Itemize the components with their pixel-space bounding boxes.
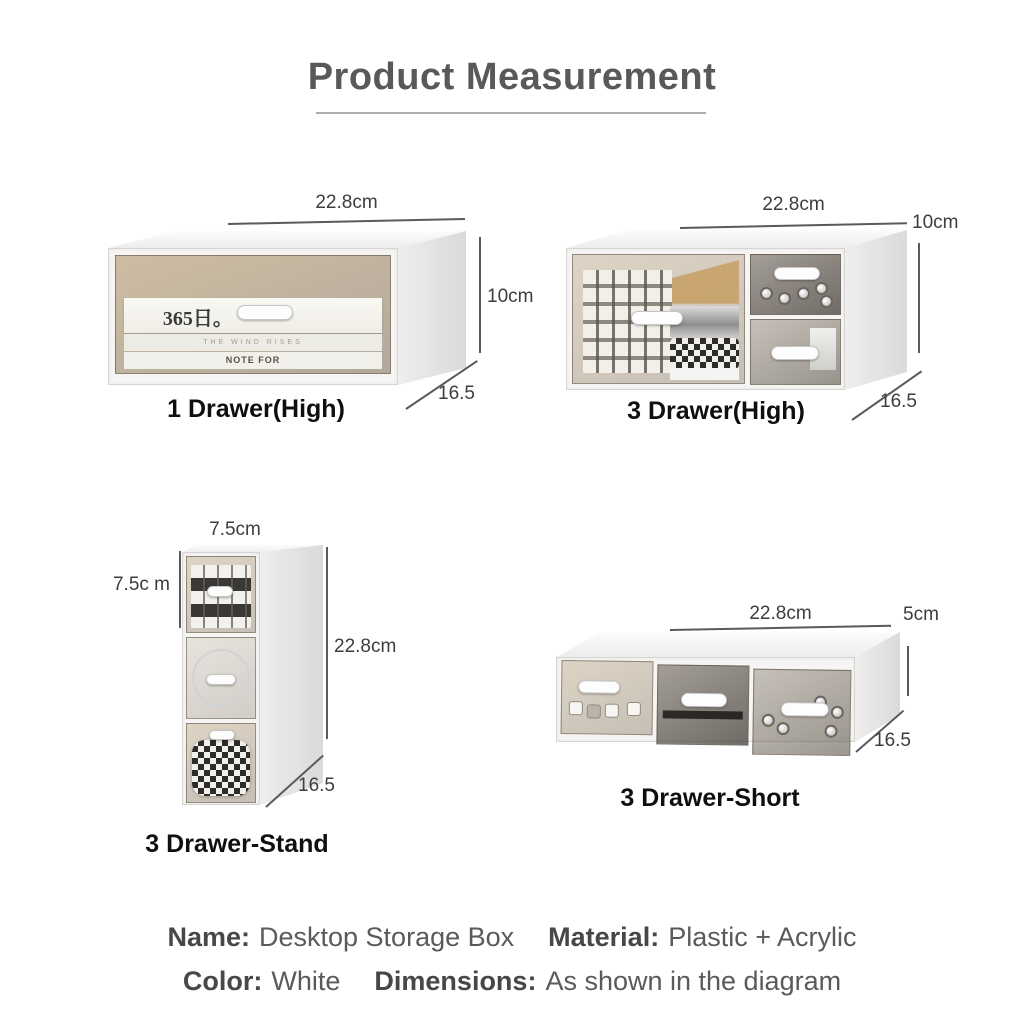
drawer-handle (781, 702, 829, 717)
book-mid-text: THE WIND RISES (203, 339, 303, 347)
drawer-handle (774, 267, 820, 280)
spec-color-value: White (271, 966, 341, 996)
checkered-roll (670, 338, 738, 369)
dim-height-label: 10cm (487, 286, 534, 307)
pen-cap (831, 706, 844, 719)
pen-cap (797, 287, 810, 300)
book-note-text: NOTE FOR (225, 354, 281, 365)
drawer-handle (631, 311, 683, 325)
drawer-handle (206, 674, 236, 685)
box-front-face (108, 248, 398, 385)
white-tray (670, 368, 738, 381)
stamp (627, 701, 641, 715)
large-drawer-window (572, 254, 745, 384)
product-name-label: 3 Drawer-Short (620, 784, 800, 812)
pen-body (663, 711, 742, 720)
stamp (605, 703, 619, 717)
drawer-row (556, 656, 854, 743)
pen-cap (761, 713, 774, 726)
pen-cap (760, 287, 773, 300)
drawer-3-window (186, 723, 256, 803)
book-spine (124, 352, 382, 370)
spec-material-label: Material: (548, 922, 660, 952)
dim-width-label: 22.8cm (762, 194, 825, 215)
box-side-face (398, 231, 466, 385)
book-spine (124, 334, 382, 350)
drawer-handle (771, 346, 819, 360)
product-name-label: 3 Drawer(High) (627, 397, 805, 425)
small-drawer-bottom-window (750, 319, 841, 385)
checkered-pouch (192, 740, 250, 796)
spec-line-1 (0, 922, 1024, 953)
pen-cap (815, 282, 828, 295)
dim-height-label: 10cm (912, 212, 959, 233)
dim-depth-label: 16.5 (874, 730, 911, 751)
dim-front-height-label: 7.5c m (112, 574, 170, 595)
spec-material-value: Plastic + Acrylic (668, 922, 857, 952)
small-drawer-top-window (750, 254, 841, 315)
dim-height-line (918, 243, 920, 353)
drawer-handle (578, 680, 620, 694)
title-underline (316, 112, 706, 114)
spec-name-label: Name: (167, 922, 250, 952)
dim-width-label: 22.8cm (315, 192, 378, 213)
dim-width-label: 7.5cm (209, 519, 261, 540)
dim-front-height-line (179, 551, 181, 628)
pen-cap (825, 724, 838, 737)
dim-width-label: 22.8cm (749, 603, 812, 624)
box-side-face (845, 230, 907, 390)
book-title-text: 365日。 (162, 308, 233, 331)
pen-cap (778, 292, 791, 305)
dim-height-label: 22.8cm (334, 636, 397, 657)
box-front-face (182, 552, 260, 805)
dim-width-line (680, 222, 907, 229)
stamp (569, 701, 583, 715)
dim-height-label: 5cm (903, 604, 939, 625)
drawer-2-window (186, 637, 256, 719)
dim-depth-label: 16.5 (880, 391, 917, 412)
pen-cap (820, 295, 833, 308)
drawer-3-window (752, 669, 851, 756)
dim-depth-label: 16.5 (298, 775, 335, 796)
product-name-label: 1 Drawer(High) (167, 395, 345, 423)
dim-width-line (670, 625, 891, 631)
box-top-face (556, 632, 900, 657)
drawer-1-window (186, 556, 256, 633)
box-front-face (566, 248, 845, 390)
spec-dimensions-value: As shown in the diagram (545, 966, 842, 996)
spec-dimensions-label: Dimensions: (374, 966, 537, 996)
dim-width-line (228, 218, 465, 225)
dim-height-line (907, 646, 909, 696)
drawer-handle (207, 586, 233, 597)
dim-height-line (326, 547, 328, 739)
product-name-label: 3 Drawer-Stand (145, 830, 329, 858)
box-front-face (556, 657, 855, 742)
pen-cap (777, 722, 790, 735)
box-side-face (260, 545, 323, 805)
spec-name-value: Desktop Storage Box (259, 922, 515, 952)
spec-color-label: Color: (182, 966, 263, 996)
drawer-handle (237, 305, 293, 320)
stamp (587, 705, 601, 719)
spec-line-2 (0, 966, 1024, 997)
drawer-2-window (656, 664, 749, 745)
dim-depth-label: 16.5 (438, 383, 475, 404)
drawer-window (115, 255, 391, 374)
drawer-handle (681, 693, 727, 708)
drawer-handle (209, 730, 235, 740)
page-title: Product Measurement (307, 56, 717, 98)
drawer-1-window (561, 660, 654, 735)
dim-height-line (479, 237, 481, 353)
